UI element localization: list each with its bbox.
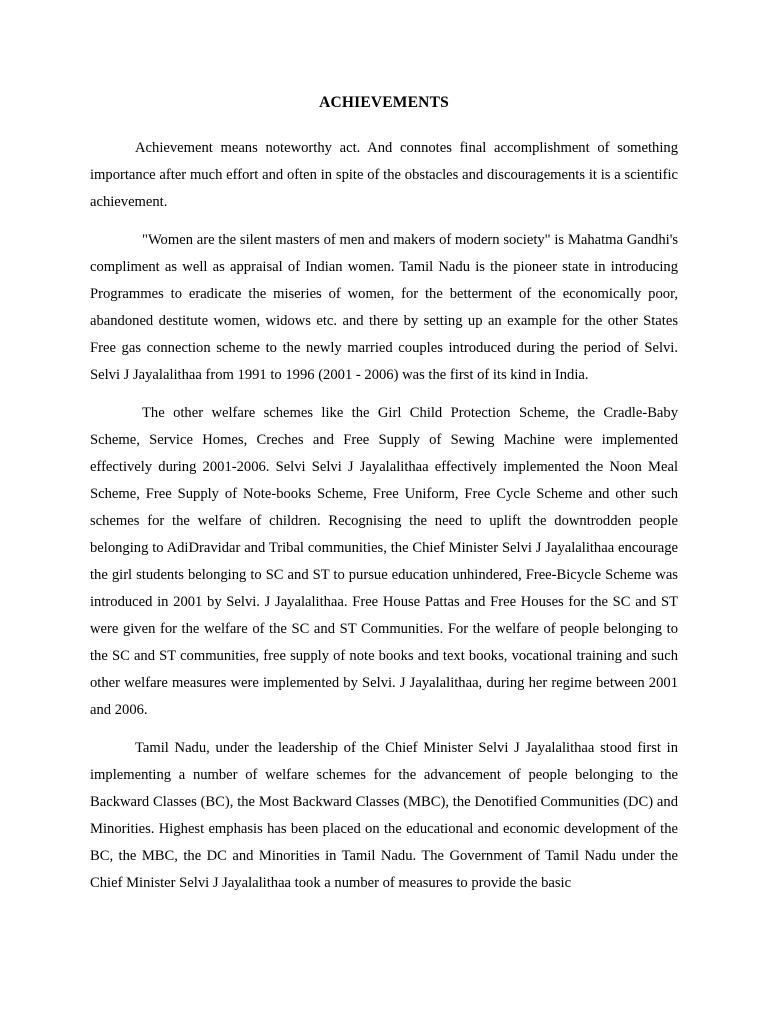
document-body [90,135,678,897]
page-title: ACHIEVEMENTS [319,94,449,111]
paragraph-backward-classes: Tamil Nadu, under the leadership of the Chief Minister Selvi J Jayalalithaa stood first in implementing a number of welfare schemes for the advancement of people belonging to the Backward Classes (BC), the Most Backward Classes (MBC), the Denotified Communities (DC) and Minorities. Highest emphasis has been placed on the educational and economic development of the BC, the MBC, the DC and Minorities in Tamil Nadu. The Government of Tamil Nadu under the Chief Minister Selvi J Jayalalithaa took a number of measures to provide the basic [90,740,678,891]
paragraph-achievement-definition: Achievement means noteworthy act. And connotes final accomplishment of something importance after much effort and often in spite of the obstacles and discouragements it is a scientific achievement. [90,140,678,210]
paragraph-women-welfare: "Women are the silent masters of men and makers of modern society" is Mahatma Gandhi's compliment as well as appraisal of Indian women. Tamil Nadu is the pioneer state in introducing Programmes to eradicate the miseries of women, for the betterment of the economically poor, abandoned destitute women, widows etc. and there by setting up an example for the other States Free gas connection scheme to the newly married couples introduced during the period of Selvi. Selvi J Jayalalithaa from 1991 to 1996 (2001 - 2006) was the first of its kind in India. [90,232,678,383]
paragraph-welfare-schemes: The other welfare schemes like the Girl Child Protection Scheme, the Cradle-Baby Scheme, Service Homes, Creches and Free Supply of Sewing Machine were implemented effectively during 2001-2006. Selvi Selvi J Jayalalithaa effectively implemented the Noon Meal Scheme, Free Supply of Note-books Scheme, Free Uniform, Free Cycle Scheme and other such schemes for the welfare of children. Recognising the need to uplift the downtrodden people belonging to AdiDravidar and Tribal communities, the Chief Minister Selvi J Jayalalithaa encourage the girl students belonging to SC and ST to pursue education unhindered, Free-Bicycle Scheme was introduced in 2001 by Selvi. J Jayalalithaa. Free House Pattas and Free Houses for the SC and ST were given for the welfare of the SC and ST Communities. For the welfare of people belonging to the SC and ST communities, free supply of note books and text books, vocational training and such other welfare measures were implemented by Selvi. J Jayalalithaa, during her regime between 2001 and 2006. [90,405,678,718]
